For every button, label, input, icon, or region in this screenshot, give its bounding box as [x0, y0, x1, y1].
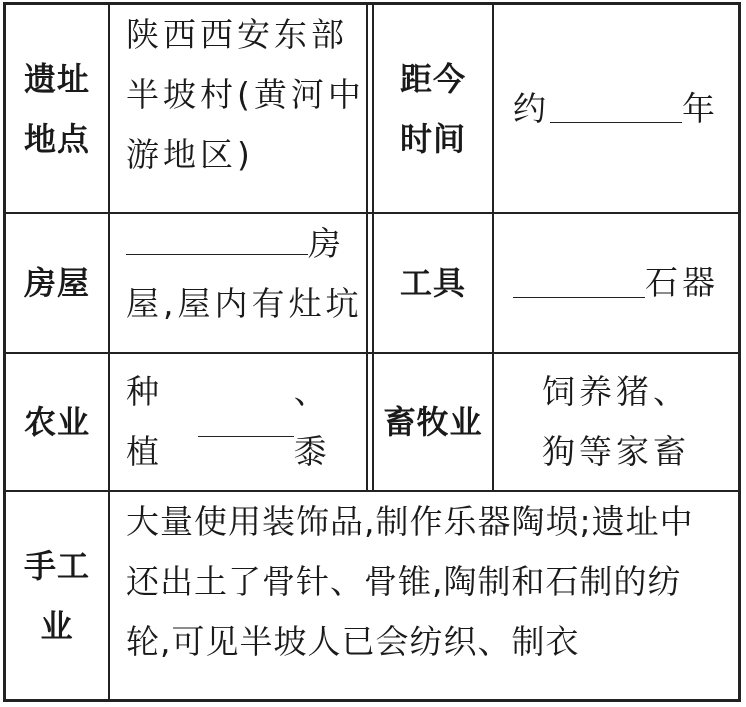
value-line: 半坡村(黄河中	[126, 75, 365, 114]
label-text: 农业	[23, 403, 90, 441]
value-line: 游地区)	[126, 135, 254, 174]
value-line: 还出土了骨针、骨锥,陶制和石制的纺	[126, 562, 682, 601]
label-houses	[6, 214, 108, 352]
label-handicraft	[6, 492, 108, 699]
value-houses	[126, 214, 366, 352]
label-animal-husbandry	[374, 354, 492, 490]
value-line: 饲养猪、	[542, 372, 690, 411]
answer-blank[interactable]	[126, 226, 308, 255]
value-suffix: 年	[682, 88, 719, 128]
answer-blank[interactable]	[513, 269, 645, 298]
label-line: 时间	[399, 119, 466, 158]
label-line: 手工	[23, 546, 90, 585]
label-text: 工具	[399, 264, 466, 302]
label-site-location	[6, 5, 108, 212]
value-suffix: 石器	[645, 263, 719, 302]
label-line: 遗址	[23, 59, 90, 98]
value-site-location	[126, 5, 366, 212]
answer-blank[interactable]	[550, 94, 682, 123]
label-line: 距今	[399, 59, 466, 98]
value-handicraft	[126, 492, 736, 699]
label-time-ago	[374, 5, 492, 212]
value-tools	[494, 214, 738, 352]
label-text: 畜牧业	[383, 403, 483, 441]
value-line: 屋,屋内有灶坑	[126, 284, 363, 323]
value-agriculture	[126, 354, 366, 490]
value-prefix: 种植	[126, 372, 163, 471]
value-line: 轮,可见半坡人已会纺织、制衣	[126, 622, 580, 661]
label-line: 地点	[23, 119, 90, 158]
value-animal-husbandry	[494, 354, 738, 490]
label-agriculture	[6, 354, 108, 490]
value-line	[126, 214, 345, 274]
value-line: 大量使用装饰品,制作乐器陶埙;遗址中	[126, 502, 694, 541]
value-line: 陕西西安东部	[126, 15, 348, 54]
column-divider	[366, 2, 368, 492]
value-suffix: 房	[308, 224, 345, 263]
label-line: 业	[40, 606, 74, 645]
label-tools	[374, 214, 492, 352]
value-suffix: 、黍	[293, 372, 331, 471]
value-time-ago	[494, 5, 738, 212]
label-text: 房屋	[23, 264, 90, 302]
column-divider	[108, 2, 110, 702]
value-prefix: 约	[513, 88, 550, 128]
answer-blank[interactable]	[198, 408, 294, 437]
value-line: 狗等家畜	[542, 432, 690, 471]
